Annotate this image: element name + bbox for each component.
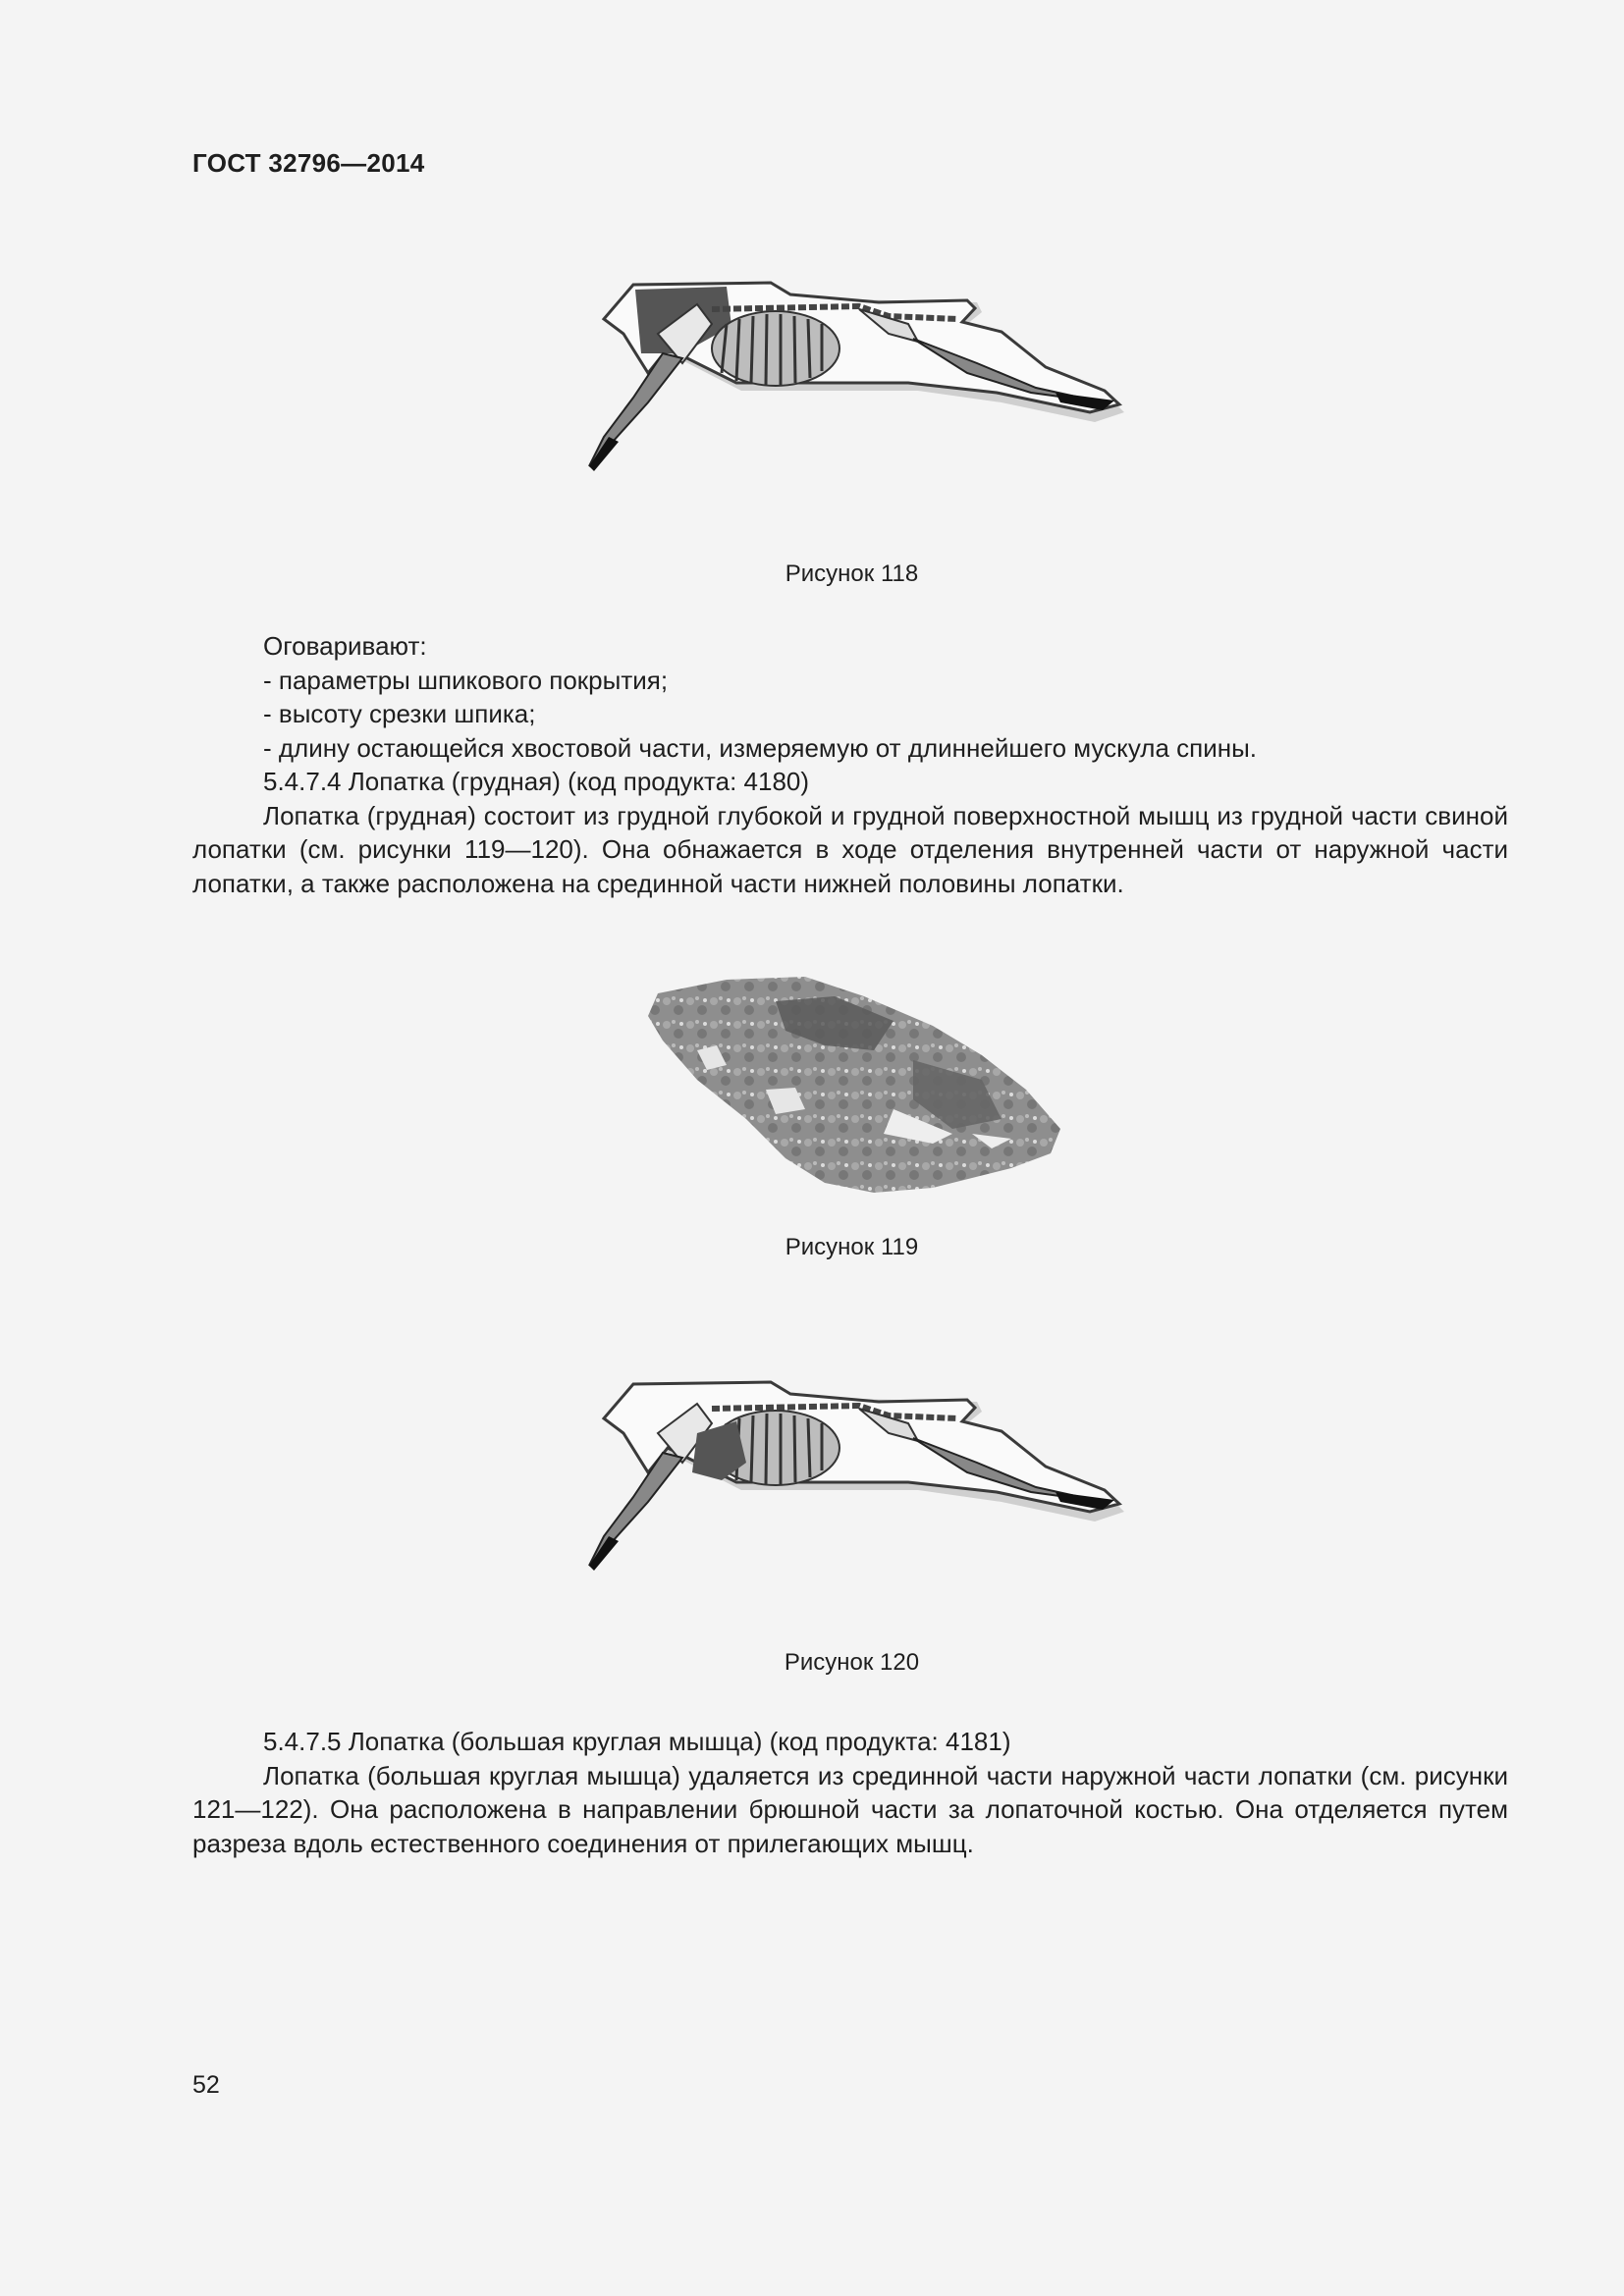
body-paragraph: Лопатка (большая круглая мышца) удаляется из срединной части наружной части лопатки (см. рисунки 121—122). Она расположена в направлении брюшной части за лопаточной костью. Она отделяется путем разреза вдоль естественного соединения от прилегающих мышц. bbox=[192, 1760, 1508, 1858]
section-heading: 5.4.7.5 Лопатка (большая круглая мышца) (код продукта: 4181) bbox=[263, 1727, 1011, 1756]
standard-header: ГОСТ 32796—2014 bbox=[192, 148, 425, 178]
body-paragraph: Лопатка (грудная) состоит из грудной глубокой и грудной поверхностной мышц из грудной части свиной лопатки (см. рисунки 119—120). Она обнажается в ходе отделения внутренней части от наружной части лопатки, а также расположена на срединной части нижней половины лопатки. bbox=[192, 800, 1508, 898]
figure-118-caption: Рисунок 118 bbox=[785, 561, 919, 587]
section-2 bbox=[192, 1725, 1508, 1860]
section-heading: 5.4.7.4 Лопатка (грудная) (код продукта: 4180) bbox=[263, 767, 810, 796]
section-1 bbox=[192, 629, 1508, 900]
intro-text: Оговаривают: bbox=[263, 631, 427, 661]
figure-118-image bbox=[565, 265, 1134, 491]
page-number: 52 bbox=[192, 2071, 220, 2099]
list-item: - высоту срезки шпика; bbox=[263, 699, 536, 728]
list-item: - длину остающейся хвостовой части, измеряемую от длиннейшего мускула спины. bbox=[263, 732, 1257, 763]
list-item: - параметры шпикового покрытия; bbox=[263, 665, 669, 695]
figure-120-caption: Рисунок 120 bbox=[784, 1649, 920, 1676]
figure-119-image bbox=[638, 972, 1070, 1198]
figure-119-caption: Рисунок 119 bbox=[785, 1234, 919, 1260]
figure-120-image bbox=[565, 1364, 1134, 1590]
